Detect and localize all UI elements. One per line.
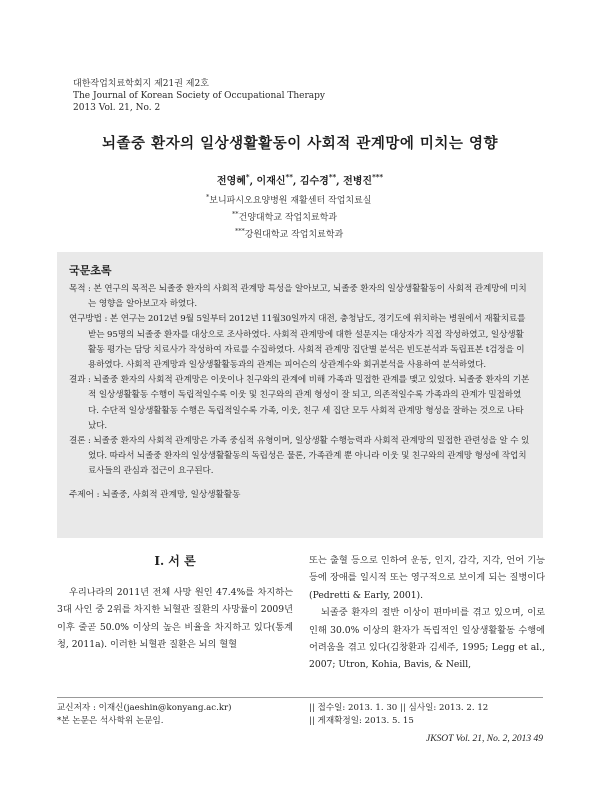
journal-english-name: The Journal of Korean Society of Occupational Therapy [73, 91, 326, 101]
abstract-box [57, 252, 543, 538]
journal-info [73, 78, 325, 114]
affiliation-mark: ** [232, 210, 239, 218]
page-footer: JKSOT Vol. 21, No. 2, 2013 49 [425, 734, 543, 744]
affiliation-mark: *** [235, 227, 245, 235]
accepted-date: || 게재확정일: 2013. 5. 15 [309, 715, 414, 726]
affiliation [235, 227, 343, 240]
reviewed-date: || 심사일: 2013. 2. 12 [400, 703, 489, 713]
author-mark: * [245, 172, 250, 182]
abstract-method: 연구방법 : 본 연구는 2012년 9월 5일부터 2012년 11월30일까지 대전, 충청남도, 경기도에 위치하는 병원에서 재활치료를 받는 95명의 뇌졸중 환자를 대상으로 조사하였다. 사회적 관계망에 대한 설문지는 대상자가 직접 작성하였고, 일상생활활동 평가는 담당 치료사가 작성하여 자료를 수집하였다. 사회적 관계망 집단별 분석은 빈도분석과 독립표본 t검정을 이용하였다. 사회적 관계망과 일상생활활동과의 관계는 피어슨의 상관계수와 회귀분석을 사용하여 분석하였다. [69, 314, 526, 371]
journal-korean-name: 대한작업치료학회지 제21권 제2호 [73, 79, 209, 89]
thesis-note: *본 논문은 석사학위 논문임. [57, 715, 164, 726]
author-name: 이재신 [256, 176, 286, 187]
author-list: 전영혜*, 이재신**, 김수경**, 전병진*** [216, 172, 384, 187]
affiliation [232, 210, 337, 223]
abstract-result: 결과 : 뇌졸중 환자의 사회적 관계망은 이웃이나 친구와의 관계에 비해 가족과 밀접한 관계를 맺고 있었다. 뇌졸중 환자의 기본적 일상생활활동 수행이 독립적일수록 이웃 및 친구와의 관계 형성이 잘 되고, 의존적일수록 가족과의 관계가 밀접하였다. 수단적 일상생활활동 수행은 독립적일수록 가족, 이웃, 친구 세 집단 모두 사회적 관계망 형성을 잘하는 것으로 나타났다. [69, 375, 530, 431]
section-title: Ⅰ. 서 론 [154, 554, 196, 568]
author-name: 김수경 [299, 176, 329, 187]
left-column [57, 552, 293, 654]
affiliation-text: 건양대학교 작업치료학과 [238, 213, 337, 223]
right-column [309, 552, 545, 674]
affiliation-mark: * [206, 193, 210, 201]
author-name: 전병진 [343, 176, 373, 187]
body-paragraph: 또는 출혈 등으로 인하여 운동, 인지, 감각, 지각, 언어 기능 등에 장애를 일시적 또는 영구적으로 보이게 되는 질병이다(Pedretti & Early, 2001). [309, 555, 545, 601]
paper-title: 뇌졸중 환자의 일상생활활동이 사회적 관계망에 미치는 영향 [102, 135, 498, 152]
corresponding-author: 교신저자 : 이재신(jaeshin@konyang.ac.kr) [57, 703, 232, 713]
affiliation-text: 보니파시오요양병원 재활센터 작업치료실 [209, 196, 372, 206]
footnotes [57, 697, 543, 726]
body-paragraph: 우리나라의 2011년 전체 사망 원인 47.4%를 차지하는 3대 사인 중 2위를 차지한 뇌혈관 질환의 사망률이 2009년 이후 줄곧 50.0% 이상의 높은 비율을 차지하고 있다(통계청, 2011a). 이러한 뇌혈관 질환은 뇌의 혈혈 [57, 587, 293, 651]
author-name: 전영혜 [216, 176, 246, 187]
footnote-left [57, 702, 309, 727]
abstract-conclusion: 결론 : 뇌졸중 환자의 사회적 관계망은 가족 중심적 유형이며, 일상생활 수행능력과 사회적 관계망의 밀접한 관련성을 알 수 있었다. 따라서 뇌졸중 환자의 일상생활활동의 독립성은 물론, 가족관계 뿐 아니라 이웃 및 친구와의 관계망 형성에 작업치료사들의 관심과 접근이 요구된다. [69, 436, 530, 477]
author-mark: *** [372, 172, 384, 182]
journal-volume: 2013 Vol. 21, No. 2 [73, 103, 161, 113]
author-mark: ** [328, 172, 337, 182]
body-paragraph: 뇌졸중 환자의 절반 이상이 편마비를 겪고 있으며, 이로 인해 30.0% 이상의 환자가 독립적인 일상생활활동 수행에 어려움을 겪고 있다(김창환과 김세주, 1995; Legg et al., 2007; Utron, Kohia, Bavis, & Neill, [309, 607, 545, 671]
received-date: || 접수일: 2013. 1. 30 [309, 703, 398, 713]
abstract-heading: 국문초록 [69, 264, 112, 277]
submission-dates [309, 702, 488, 715]
affiliation [206, 193, 371, 206]
abstract-purpose: 목적 : 본 연구의 목적은 뇌졸중 환자의 사회적 관계망 특성을 알아보고, 뇌졸중 환자의 일상생활활동이 사회적 관계망에 미치는 영향을 알아보고자 하였다. [69, 284, 527, 310]
affiliation-text: 강원대학교 작업치료학과 [244, 230, 344, 240]
footnote-right [309, 702, 488, 727]
author-mark: ** [285, 172, 293, 182]
abstract-keywords: 주제어 : 뇌졸중, 사회적 관계망, 일상생활활동 [69, 489, 241, 500]
